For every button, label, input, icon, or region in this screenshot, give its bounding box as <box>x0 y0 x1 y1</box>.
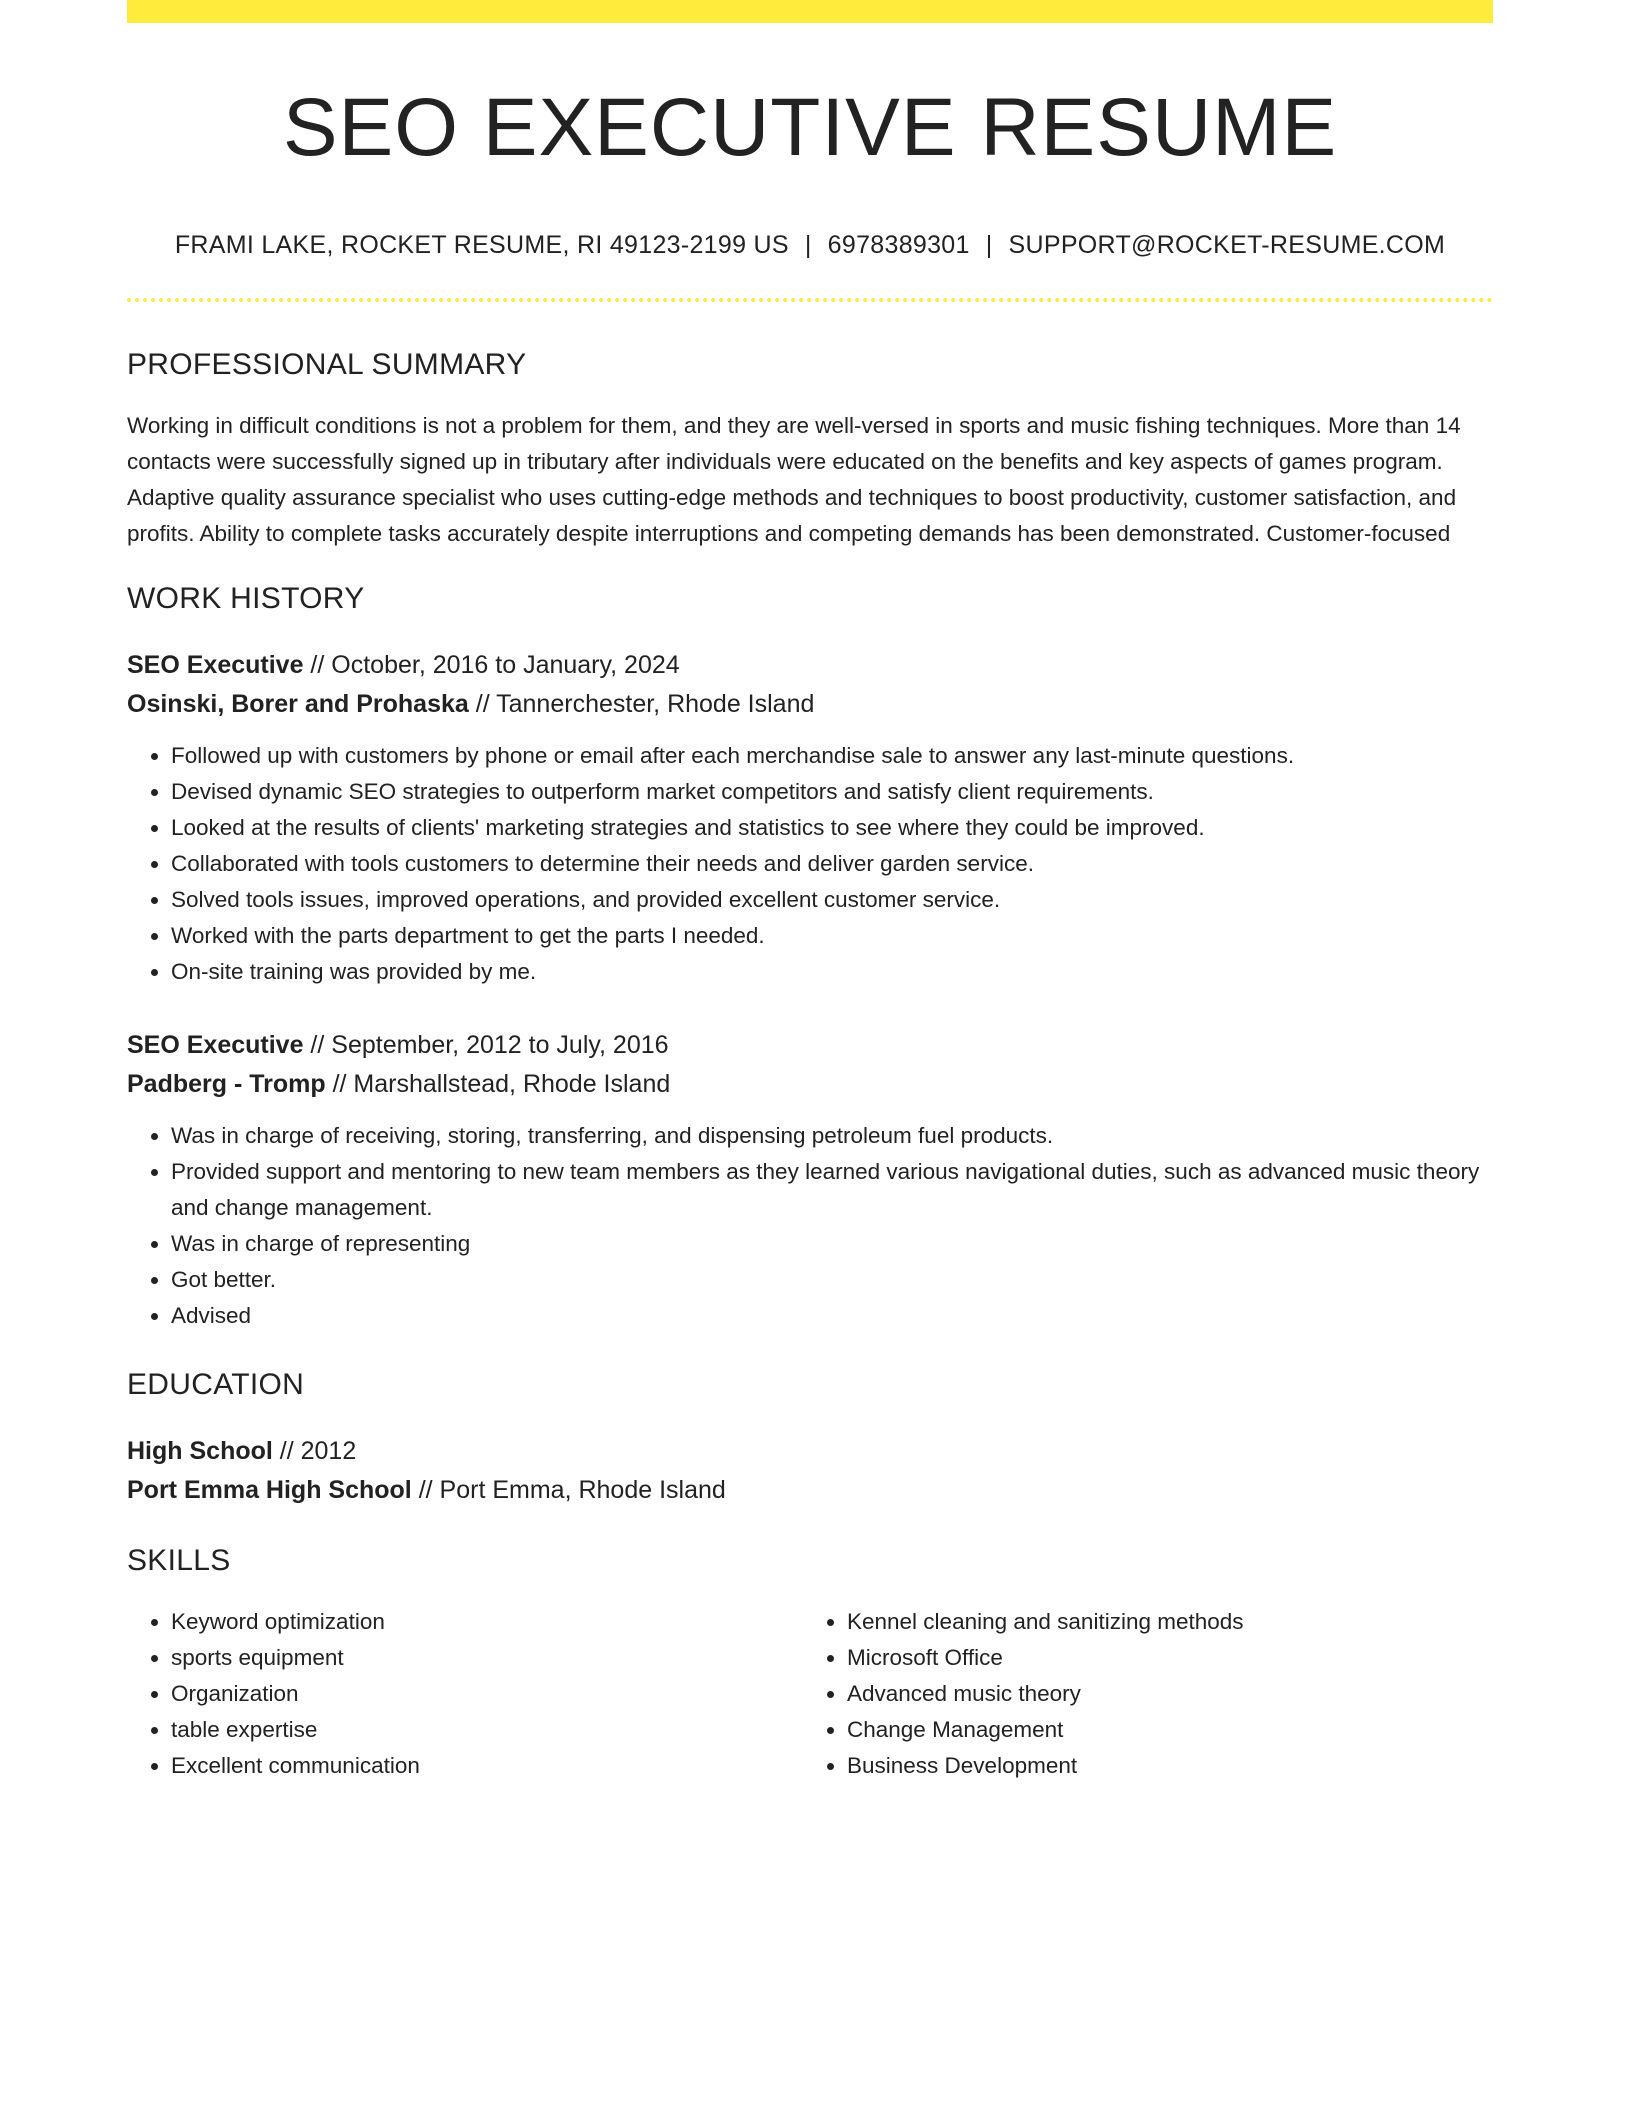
summary-heading: PROFESSIONAL SUMMARY <box>127 348 527 382</box>
job-bullet: • Was in charge of receiving, storing, transferring, and dispensing petroleum fuel products. <box>171 1118 1493 1154</box>
skills-column-left <box>127 1604 801 1784</box>
contact-line <box>127 231 1493 260</box>
job-bullet: • Provided support and mentoring to new team members as they learned various navigational duties, such as advanced music theory and change management. <box>171 1154 1493 1226</box>
contact-separator: | <box>985 231 993 260</box>
skills-list <box>127 1604 1493 1784</box>
job-bullet: • Looked at the results of clients' marketing strategies and statistics to see where they could be improved. <box>171 810 1493 846</box>
skills-heading: SKILLS <box>127 1544 231 1578</box>
education-entry <box>127 1432 1493 1510</box>
skill-item: • Change Management <box>847 1712 1477 1748</box>
job-bullets <box>127 738 1493 990</box>
job-entry <box>127 646 1493 990</box>
job-company-line <box>127 1065 1493 1104</box>
skills-column-right <box>801 1604 1477 1784</box>
education-year: // 2012 <box>272 1437 357 1466</box>
education-location: // Port Emma, Rhode Island <box>411 1476 726 1505</box>
job-title-line <box>127 1026 1493 1065</box>
education-degree: High School <box>127 1437 273 1466</box>
skill-item: • Keyword optimization <box>171 1604 801 1640</box>
contact-address: FRAMI LAKE, ROCKET RESUME, RI 49123-2199 US <box>174 231 789 260</box>
job-bullet: • On-site training was provided by me. <box>171 954 1493 990</box>
job-location: // Tannerchester, Rhode Island <box>468 690 815 719</box>
skill-item: • table expertise <box>171 1712 801 1748</box>
job-company-line <box>127 685 1493 724</box>
job-entry <box>127 1026 1493 1334</box>
job-bullet: • Followed up with customers by phone or email after each merchandise sale to answer any last-minute questions. <box>171 738 1493 774</box>
job-bullets <box>127 1118 1493 1334</box>
summary-text: Working in difficult conditions is not a problem for them, and they are well-versed in sports and music fishing techniques. More than 14 contacts were successfully signed up in tributary after individuals were educated on the benefits and key aspects of games program. Adaptive quality assurance specialist who uses cutting-edge methods and techniques to boost productivity, customer satisfaction, and profits. Ability to complete tasks accurately despite interruptions and competing demands has been demonstrated. Customer-focused <box>127 413 1461 547</box>
skill-item: • Advanced music theory <box>847 1676 1477 1712</box>
skill-item: • Microsoft Office <box>847 1640 1477 1676</box>
job-company: Osinski, Borer and Prohaska <box>127 690 469 719</box>
job-bullet: • Got better. <box>171 1262 1493 1298</box>
contact-phone: 6978389301 <box>827 231 970 260</box>
skill-item: • sports equipment <box>171 1640 801 1676</box>
accent-bar <box>127 0 1493 23</box>
resume-title: SEO EXECUTIVE RESUME <box>282 82 1338 173</box>
job-bullet: • Collaborated with tools customers to determine their needs and deliver garden service. <box>171 846 1493 882</box>
work-history-heading: WORK HISTORY <box>127 582 365 616</box>
education-school: Port Emma High School <box>127 1476 412 1505</box>
contact-separator: | <box>804 231 812 260</box>
job-bullet: • Devised dynamic SEO strategies to outperform market competitors and satisfy client requirements. <box>171 774 1493 810</box>
job-bullet: • Advised <box>171 1298 1493 1334</box>
education-school-line <box>127 1471 1493 1510</box>
skill-item: • Organization <box>171 1676 801 1712</box>
divider <box>127 298 1493 302</box>
resume-page <box>127 0 1493 1784</box>
contact-email: SUPPORT@ROCKET-RESUME.COM <box>1008 231 1446 260</box>
skill-item: • Business Development <box>847 1748 1477 1784</box>
job-dates: // September, 2012 to July, 2016 <box>303 1031 669 1060</box>
job-title: SEO Executive <box>127 1031 304 1060</box>
job-title-line <box>127 646 1493 685</box>
job-title: SEO Executive <box>127 651 304 680</box>
job-bullet: • Worked with the parts department to get the parts I needed. <box>171 918 1493 954</box>
job-bullet: • Was in charge of representing <box>171 1226 1493 1262</box>
job-company: Padberg - Tromp <box>127 1070 326 1099</box>
education-degree-line <box>127 1432 1493 1471</box>
skill-item: • Excellent communication <box>171 1748 801 1784</box>
education-heading: EDUCATION <box>127 1368 305 1402</box>
skill-item: • Kennel cleaning and sanitizing methods <box>847 1604 1477 1640</box>
job-dates: // October, 2016 to January, 2024 <box>303 651 680 680</box>
job-location: // Marshallstead, Rhode Island <box>325 1070 671 1099</box>
job-bullet: • Solved tools issues, improved operations, and provided excellent customer service. <box>171 882 1493 918</box>
